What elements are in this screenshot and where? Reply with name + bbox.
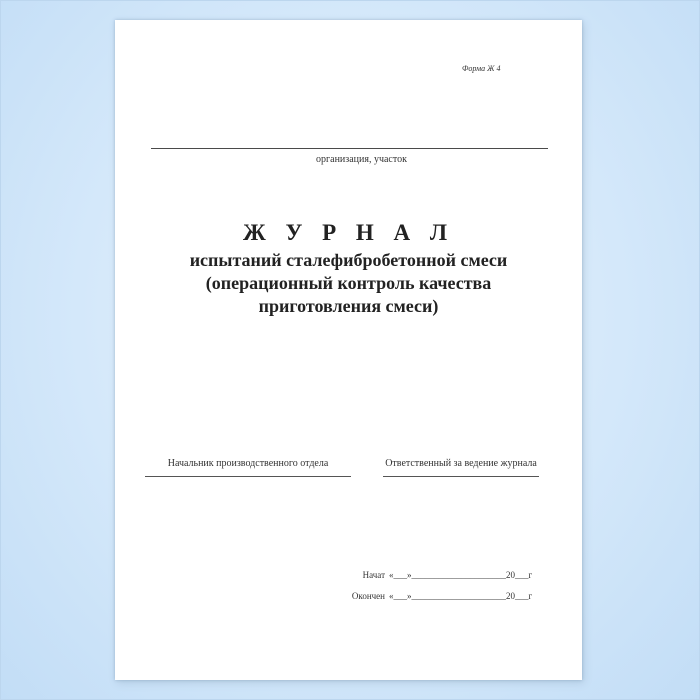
start-date-label: Начат bbox=[362, 570, 385, 580]
head-of-production-label: Начальник производственного отдела bbox=[167, 458, 329, 469]
responsible-person-label: Ответственный за ведение журнала bbox=[385, 458, 537, 469]
head-of-production-signature-line bbox=[145, 476, 351, 477]
end-date-label: Окончен bbox=[351, 591, 385, 601]
journal-title: Ж У Р Н А Л bbox=[242, 220, 455, 245]
journal-cover-page bbox=[115, 20, 582, 680]
organization-caption: организация, участок bbox=[316, 154, 407, 165]
subtitle-line-1: испытаний сталефибробетонной смеси bbox=[189, 250, 508, 270]
form-code: Форма Ж 4 bbox=[462, 64, 501, 73]
organization-line bbox=[151, 148, 548, 149]
subtitle-line-3: приготовления смеси) bbox=[258, 296, 439, 316]
start-date-field: «___»_____________________20___г bbox=[389, 570, 533, 580]
subtitle-line-2: (операционный контроль качества bbox=[205, 273, 492, 293]
responsible-person-signature-line bbox=[383, 476, 539, 477]
end-date-field: «___»_____________________20___г bbox=[389, 591, 533, 601]
